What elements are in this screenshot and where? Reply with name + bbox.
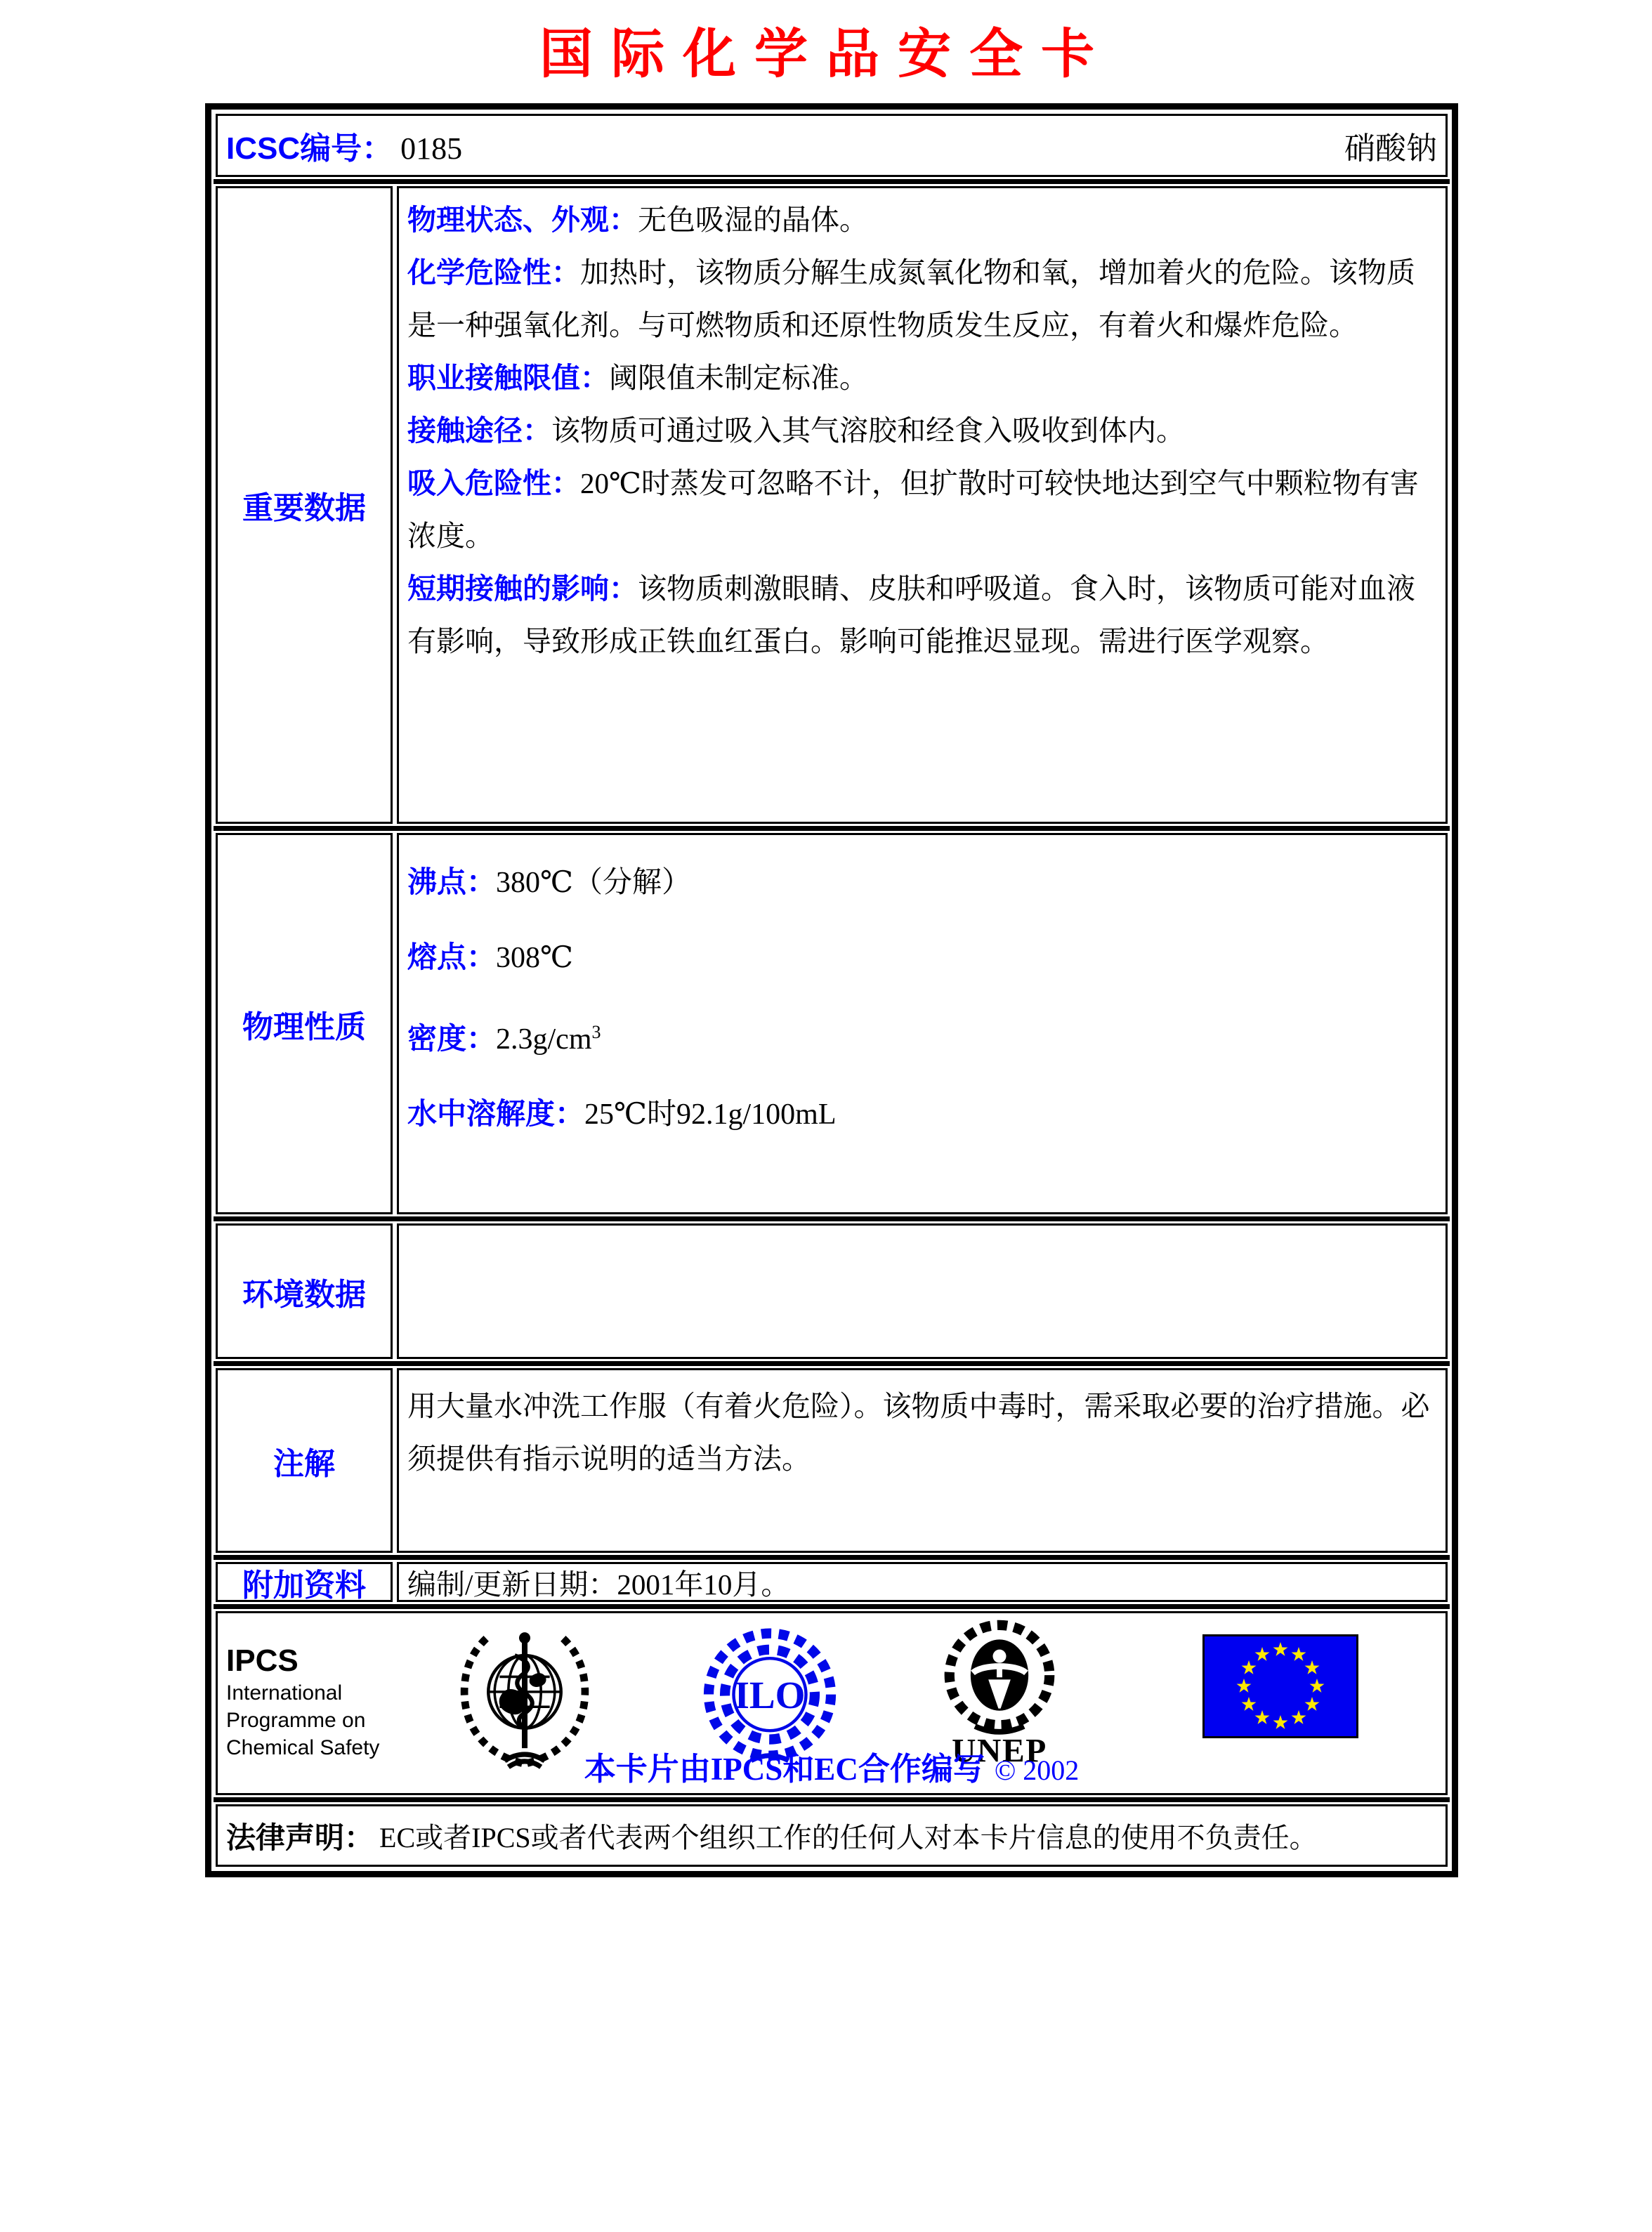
- header-row: [214, 112, 1450, 179]
- additional-info-label: 附加资料: [216, 1562, 393, 1602]
- notes-label: 注解: [216, 1368, 393, 1553]
- notes-text: 用大量水冲洗工作服（有着火危险）。该物质中毒时，需采取必要的治疗措施。必须提供有指示说明的适当方法。: [407, 1390, 1430, 1475]
- credit-text: 本卡片由IPCS和EC合作编写: [584, 1752, 985, 1787]
- physical-properties-row: [214, 826, 1450, 1216]
- ipcs-subtitle-line: Chemical Safety: [226, 1736, 380, 1759]
- additional-info-row: [214, 1555, 1450, 1604]
- notes-row: [214, 1361, 1450, 1555]
- important-item: 物理状态、外观：无色吸湿的晶体。: [407, 204, 868, 236]
- water-solubility: 水中溶解度：25℃时92.1g/100mL: [407, 1097, 837, 1131]
- chemical-name: 硝酸钠: [1344, 131, 1437, 166]
- physical-properties-label: 物理性质: [216, 833, 393, 1214]
- copyright-text: © 2002: [994, 1754, 1080, 1786]
- svg-text:ILO: ILO: [734, 1674, 806, 1717]
- icsc-card: [205, 103, 1458, 1877]
- legal-notice-text: EC或者IPCS或者代表两个组织工作的任何人对本卡片信息的使用不负责任。: [379, 1822, 1318, 1853]
- important-data-content: [397, 186, 1448, 824]
- icsc-number-value: 0185: [400, 131, 463, 166]
- ipcs-subtitle-line: International: [226, 1681, 343, 1705]
- physical-properties-content: [397, 833, 1448, 1214]
- important-item: 接触途径：该物质可通过吸入其气溶胶和经食入吸收到体内。: [407, 414, 1185, 447]
- important-item: 职业接触限值：阈限值未制定标准。: [407, 362, 868, 394]
- important-data-row: [214, 179, 1450, 826]
- legal-notice-label: 法律声明：: [226, 1820, 374, 1854]
- environmental-data-content: [397, 1223, 1448, 1359]
- additional-info-content: [397, 1562, 1448, 1602]
- update-date: 编制/更新日期：2001年10月。: [407, 1568, 790, 1601]
- icsc-number-group: [226, 123, 462, 168]
- important-item: 短期接触的影响：该物质刺激眼睛、皮肤和呼吸道。食入时，该物质可能对血液有影响，导致形成正铁血红蛋白。影响可能推迟显现。需进行医学观察。: [407, 572, 1415, 657]
- important-item: 化学危险性：加热时，该物质分解生成氮氧化物和氧，增加着火的危险。该物质是一种强氧化剂。与可燃物质和还原性物质发生反应，有着火和爆炸危险。: [407, 256, 1415, 341]
- density: 密度：$2.3g/cm^3$: [407, 1022, 601, 1056]
- svg-text:UNEP: UNEP: [952, 1733, 1047, 1769]
- important-item: 吸入危险性：20℃时蒸发可忽略不计，但扩散时可较快地达到空气中颗粒物有害浓度。: [407, 467, 1419, 552]
- important-data-label: 重要数据: [216, 186, 393, 824]
- legal-notice-cell: [216, 1804, 1448, 1867]
- boiling-point: 沸点：380℃（分解）: [407, 865, 691, 899]
- environmental-data-label: 环境数据: [216, 1223, 393, 1359]
- logos-row: [214, 1604, 1450, 1797]
- legal-notice-row: [214, 1797, 1450, 1869]
- ipcs-subtitle-line: Programme on: [226, 1709, 366, 1732]
- icsc-number-label: ICSC编号：: [226, 131, 393, 166]
- environmental-data-row: [214, 1216, 1450, 1361]
- melting-point: 熔点：308℃: [407, 940, 573, 974]
- credit-line: [218, 1743, 1446, 1789]
- logos-cell: [216, 1611, 1448, 1795]
- eu-flag-icon: [1202, 1634, 1358, 1738]
- notes-content: [397, 1368, 1448, 1553]
- header-cell: [216, 114, 1448, 177]
- page-title: 国际化学品安全卡: [539, 25, 1113, 84]
- ipcs-title: IPCS: [226, 1643, 299, 1678]
